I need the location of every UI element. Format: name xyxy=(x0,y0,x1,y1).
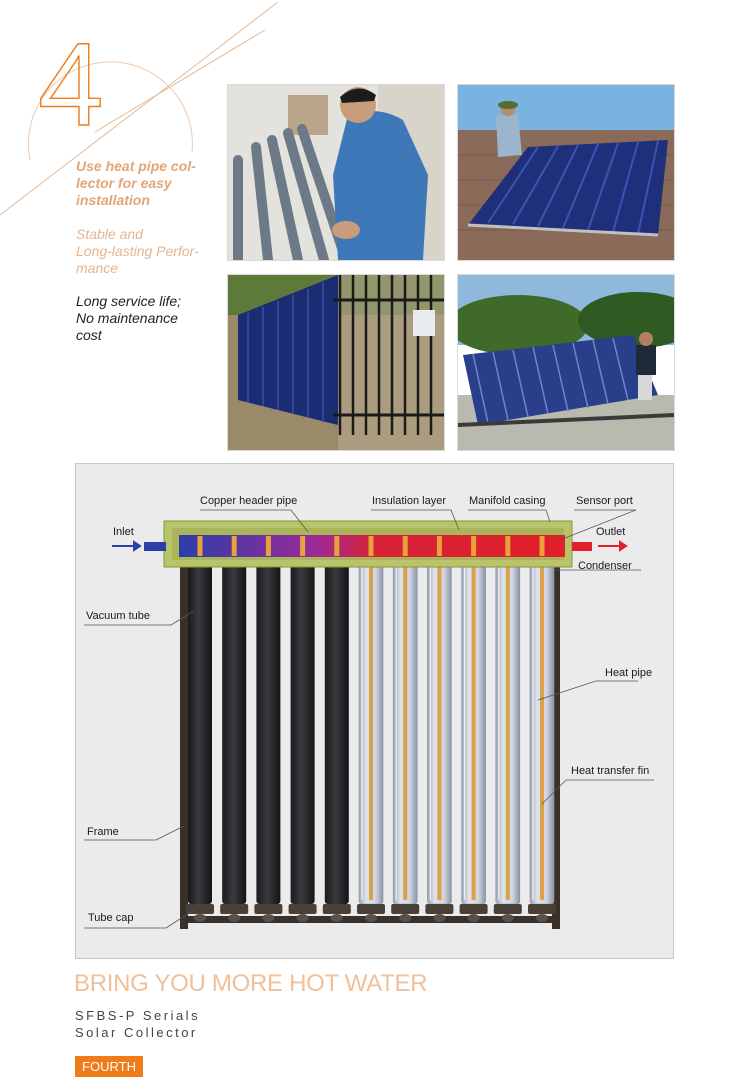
label-sensor-port: Sensor port xyxy=(576,495,633,507)
tube-cap xyxy=(391,904,419,914)
vacuum-tube xyxy=(528,564,556,922)
product-name: Solar Collector xyxy=(75,1025,198,1040)
intro-easy-installation: Use heat pipe col- lector for easy installation xyxy=(76,158,196,208)
vacuum-tube xyxy=(391,564,419,922)
vacuum-tube xyxy=(254,564,282,922)
vacuum-tube xyxy=(220,564,248,922)
heat-pipe-collector-diagram xyxy=(75,463,674,959)
tube-cap xyxy=(323,904,351,914)
label-frame: Frame xyxy=(87,826,119,838)
tube-cap xyxy=(460,904,488,914)
vacuum-tube xyxy=(186,564,214,922)
tube-cap-foot xyxy=(365,914,377,922)
tube-cap xyxy=(289,904,317,914)
headline: BRING YOU MORE HOT WATER xyxy=(74,970,428,997)
vacuum-tube xyxy=(323,564,351,922)
label-copper-header-pipe: Copper header pipe xyxy=(200,495,298,507)
heat-pipe xyxy=(403,564,407,900)
tube-cap-foot xyxy=(433,914,445,922)
photo-roof-installation xyxy=(457,84,675,261)
label-heat-transfer-fin: Heat transfer fin xyxy=(571,765,650,777)
tube-cap-foot xyxy=(502,914,514,922)
series-name: SFBS-P Serials xyxy=(75,1008,201,1023)
vacuum-tube xyxy=(357,564,385,922)
section-badge: FOURTH xyxy=(75,1056,143,1077)
label-manifold-casing: Manifold casing xyxy=(469,495,546,507)
label-insulation-layer: Insulation layer xyxy=(372,495,446,507)
tube-cap xyxy=(494,904,522,914)
intro-stable-performance: Stable and Long-lasting Perfor- mance xyxy=(76,226,199,276)
label-vacuum-tube: Vacuum tube xyxy=(86,610,151,622)
condenser-bulb xyxy=(437,536,442,556)
condenser-bulb xyxy=(198,536,203,556)
tube-cap xyxy=(425,904,453,914)
tube-cap-foot xyxy=(297,914,309,922)
tube-cap-foot xyxy=(536,914,548,922)
tube-cap xyxy=(254,904,282,914)
condenser-bulb xyxy=(232,536,237,556)
condenser-bulb xyxy=(369,536,374,556)
inlet-pipe-stub xyxy=(144,542,166,551)
section-number: 4 xyxy=(38,19,104,151)
vacuum-tube xyxy=(494,564,522,922)
vacuum-tube xyxy=(289,564,317,922)
outlet-pipe-stub xyxy=(572,542,592,551)
label-heat-pipe: Heat pipe xyxy=(605,667,653,679)
tube-cap-foot xyxy=(399,914,411,922)
condenser-bulb xyxy=(266,536,271,556)
label-outlet: Outlet xyxy=(596,526,626,538)
tube-cap xyxy=(357,904,385,914)
condenser-bulb xyxy=(505,536,510,556)
photo-worker-inspecting-tubes xyxy=(227,84,445,261)
photo-poolside-collector xyxy=(227,274,445,451)
condenser-bulb xyxy=(334,536,339,556)
label-inlet: Inlet xyxy=(113,526,134,538)
condenser-bulb xyxy=(300,536,305,556)
condenser-bulb xyxy=(403,536,408,556)
heat-pipe xyxy=(472,564,476,900)
heat-pipe xyxy=(369,564,373,900)
diagram-drawing xyxy=(76,464,673,958)
tube-cap-foot xyxy=(228,914,240,922)
condenser-bulb xyxy=(540,536,545,556)
tube-cap xyxy=(220,904,248,914)
photo-rooftop-array xyxy=(457,274,675,451)
tube-cap-foot xyxy=(468,914,480,922)
vacuum-tube xyxy=(460,564,488,922)
heat-pipe xyxy=(437,564,441,900)
tube-cap-foot xyxy=(194,914,206,922)
condenser-bulb xyxy=(471,536,476,556)
tube-cap-foot xyxy=(262,914,274,922)
tube-cap xyxy=(528,904,556,914)
label-condenser: Condenser xyxy=(578,560,632,572)
tube-cap-foot xyxy=(331,914,343,922)
label-tube-cap: Tube cap xyxy=(88,912,134,924)
heat-pipe xyxy=(506,564,510,900)
heat-pipe xyxy=(540,564,544,900)
intro-long-service: Long service life; No maintenance cost xyxy=(76,293,182,343)
vacuum-tube xyxy=(425,564,453,922)
